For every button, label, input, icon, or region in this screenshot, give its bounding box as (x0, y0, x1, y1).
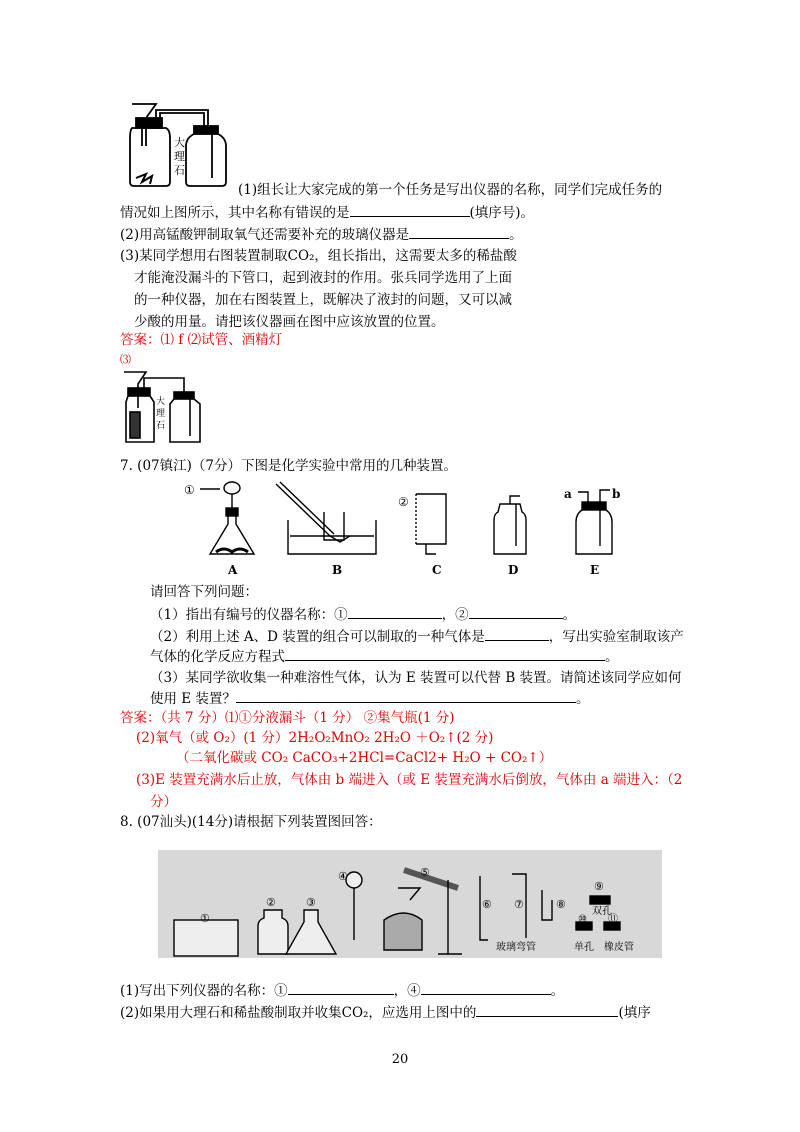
q8-blank-2[interactable] (421, 980, 551, 995)
q6-line2 (120, 202, 534, 223)
q6-blank-1[interactable] (350, 202, 470, 217)
q7-blank-2[interactable] (469, 604, 563, 619)
q7-p3-text: 使用 E 装置？ (150, 691, 236, 707)
q7-p1-text: （1）指出有编号的仪器名称：① (150, 607, 348, 623)
q8-label-10: ⑩ (578, 914, 587, 925)
q7-blank-5[interactable] (236, 688, 576, 703)
q7-apparatus-figure (180, 480, 620, 580)
q6-line1: (1)组长让大家完成的第一个任务是写出仪器的名称，同学们完成任务的 (238, 182, 663, 198)
q6-answer-figure (120, 368, 212, 448)
q6-line6: 的一种仪器，加在右图装置上，既解决了液封的问题，又可以减 (134, 292, 512, 308)
q7-p1-end: 。 (562, 607, 577, 623)
q8-label-3: ③ (306, 896, 316, 909)
q7-label-a: a (564, 487, 572, 501)
q8-label-2: ② (266, 896, 276, 909)
page-number: 20 (391, 1052, 409, 1067)
q7-p1 (150, 604, 576, 625)
q7-blank-3[interactable] (485, 626, 549, 641)
q7-label-D: D (508, 563, 519, 577)
q6-blank-2[interactable] (409, 224, 509, 239)
q8-label-9: ⑨ (594, 880, 604, 893)
q7-label-A: A (228, 563, 238, 577)
q7-blank-1[interactable] (348, 604, 442, 619)
q7-p2-end: 。 (605, 649, 619, 665)
q7-p3-line2 (150, 688, 589, 709)
q8-label-4: ④ (338, 870, 348, 883)
q7-p2-text: （2）利用上述 A、D 装置的组合可以制取的一种气体是 (150, 629, 485, 645)
q8-label-bent-tube: 玻璃弯管 (496, 942, 536, 953)
q7-p1-mid: ，② (441, 607, 469, 623)
q7-answer-1: 答案：（共 7 分）⑴①分液漏斗（1 分） ②集气瓶(1 分) (120, 710, 455, 726)
q7-answer-3: （二氧化碳或 CO₂ CaCO₃+2HCl=CaCl2+ H₂O + CO₂↑） (176, 750, 553, 766)
q7-answer-5: 分） (150, 794, 177, 810)
q6-apparatus-figure (122, 98, 240, 190)
q6-line7: 少酸的用量。请把该仪器画在图中应该放置的位置。 (134, 314, 445, 330)
q7-p3: （3）某同学欲收集一种难溶性气体，认为 E 装置可以代替 B 装置。请简述该同学应如何 (150, 670, 682, 686)
q8-p2-end: (填序 (618, 1005, 651, 1021)
q8-p1-mid: ，④ (393, 983, 421, 999)
q8-label-11: ⑪ (608, 914, 618, 925)
q7-label-B: B (332, 563, 343, 577)
q7-p2-mid: ，写出实验室制取该产 (548, 629, 684, 645)
q7-title: 7. (07镇江)（7分）下图是化学实验中常用的几种装置。 (120, 458, 457, 474)
q8-p2 (120, 1002, 651, 1023)
q7-label-C: C (432, 563, 442, 577)
q8-p1 (120, 980, 564, 1001)
q6-fig-label-1: 大 (174, 136, 185, 149)
q8-label-5: ⑤ (420, 866, 430, 879)
q8-label-two-hole: 双孔 (592, 906, 612, 917)
q6-fig-label-2: 理 (174, 150, 185, 163)
q8-p2-text: (2)如果用大理石和稀盐酸制取并收集CO₂，应选用上图中的 (120, 1005, 477, 1021)
q6-line3-end: 。 (509, 227, 523, 243)
q6-line3-text: (2)用高锰酸钾制取氧气还需要补充的玻璃仪器是 (120, 227, 410, 243)
q8-label-one-hole: 单孔 (574, 942, 594, 953)
q7-label-2: ② (398, 495, 409, 509)
q7-answer-2: (2)氧气（或 O₂）(1 分）2H₂O₂MnO₂ 2H₂O ＋O₂↑(2 分) (136, 730, 494, 746)
q8-label-7: ⑦ (514, 898, 524, 911)
q8-title: 8. (07汕头)(14分)请根据下列装置图回答： (120, 814, 382, 830)
q6-line5: 才能淹没漏斗的下管口，起到液封的作用。张兵同学选用了上面 (134, 270, 512, 286)
q8-blank-1[interactable] (288, 980, 394, 995)
q6-fig-label-3: 石 (174, 164, 185, 177)
q8-label-8: ⑧ (556, 898, 566, 911)
q8-apparatus-figure (158, 850, 662, 958)
svg-text:理: 理 (156, 409, 166, 419)
q7-p3-end: 。 (575, 691, 590, 707)
q7-label-b: b (612, 487, 620, 501)
q7-answer-4: (3)E 装置充满水后止放，气体由 b 端进入（或 E 装置充满水后倒放，气体由 a 端进入：（2 (136, 772, 683, 788)
q7-blank-4[interactable] (285, 646, 605, 661)
q6-line3 (120, 224, 523, 245)
q7-intro: 请回答下列问题： (150, 584, 258, 600)
q7-label-E: E (590, 563, 600, 577)
q8-label-6: ⑥ (482, 898, 492, 911)
q8-blank-3[interactable] (476, 1002, 618, 1017)
q8-label-1: ① (200, 912, 210, 925)
q7-p2-text2: 气体的化学反应方程式 (150, 649, 285, 665)
q6-line4: (3)某同学想用右图装置制取CO₂，组长指出，这需要太多的稀盐酸 (120, 248, 517, 264)
q6-line2-text: 情况如上图所示，其中名称有错误的是 (120, 205, 350, 221)
q6-answer-3: ⑶ (120, 353, 131, 366)
svg-text:大: 大 (156, 397, 166, 407)
svg-text:石: 石 (156, 421, 166, 431)
q7-label-1: ① (184, 483, 195, 497)
q7-p2-line2 (150, 646, 619, 667)
q8-p1-text: (1)写出下列仪器的名称：① (120, 983, 288, 999)
q8-label-rubber-tube: 橡皮管 (604, 942, 634, 953)
q8-p1-end: 。 (550, 983, 565, 999)
q6-answer: 答案：⑴ f ⑵试管、酒精灯 (120, 332, 283, 348)
q6-line2-end: (填序号)。 (469, 205, 535, 221)
q7-p2 (150, 626, 684, 647)
